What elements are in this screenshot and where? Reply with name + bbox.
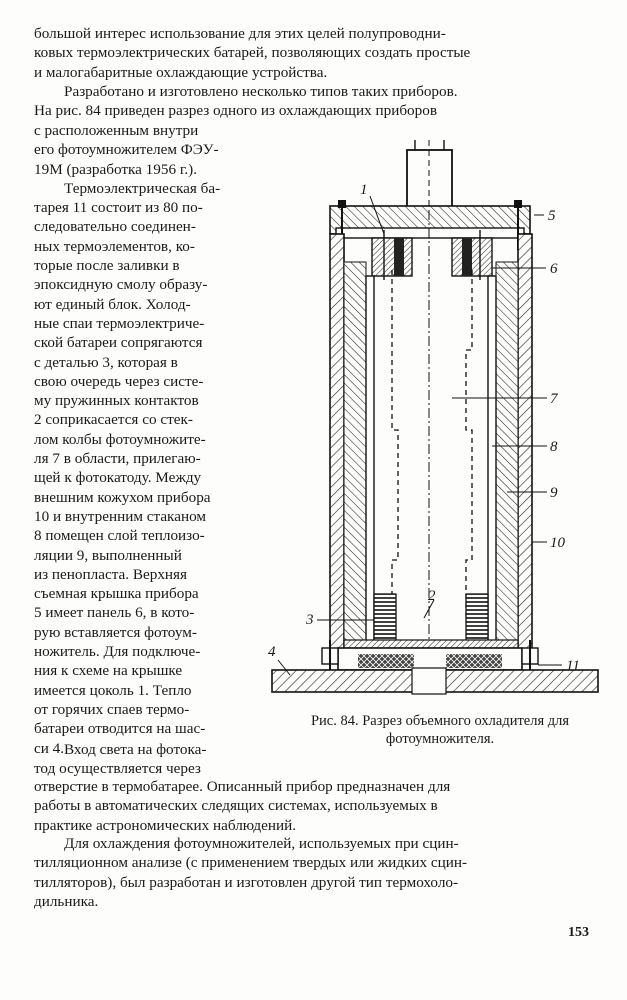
label-10: 10 [550, 535, 565, 551]
text-line: из пенопласта. Верхняя [34, 565, 188, 583]
text-line: батареи отводится на шас- [34, 720, 206, 738]
cooler-diagram [262, 140, 602, 710]
text-line: дильника. [34, 892, 99, 910]
text-line: следовательно соединен- [34, 218, 196, 236]
label-7: 7 [550, 391, 558, 407]
text-line: Термоэлектрическая ба- [64, 179, 221, 197]
text-line: его фотоумножителем ФЭУ- [34, 141, 219, 159]
label-1: 1 [360, 182, 368, 198]
label-11: 11 [566, 658, 580, 674]
text-line: отверстие в термобатарее. Описанный прибор предназначен для [34, 778, 451, 795]
caption-line: фотоумножителя. [385, 731, 495, 747]
text-line: свою очередь через систе- [34, 372, 204, 390]
text-line: от горячих спаев термо- [34, 700, 190, 718]
text-line: съемная крышка прибора [34, 585, 199, 603]
text-line: и малогабаритные охлаждающие устройства. [34, 63, 328, 81]
text-line: 2 соприкасается со стек- [34, 411, 193, 429]
paragraph-left-column [34, 121, 276, 758]
text-line: му пружинных контактов [34, 392, 199, 410]
text-line: си 4. [34, 739, 65, 757]
label-4: 4 [268, 644, 276, 660]
label-8: 8 [550, 439, 558, 455]
text-line: ния к схеме на крышке [34, 662, 183, 680]
label-3: 3 [306, 612, 314, 628]
label-2: 2 [428, 588, 436, 604]
label-5: 5 [548, 208, 556, 224]
text-line: ковых термоэлектрических батарей, позволяющих создать простые [34, 44, 471, 62]
paragraph-continuation [34, 24, 594, 82]
text-line: ножитель. Для подключе- [34, 643, 201, 661]
chassis-plate [272, 668, 598, 694]
text-line: с расположенным внутри [34, 122, 199, 139]
text-line: На рис. 84 приведен разрез одного из охлаждающих приборов [34, 102, 438, 120]
text-line: Разработано и изготовлено несколько типов таких приборов. [64, 83, 458, 100]
text-line: тилляционном анализе (с применением твердых или жидких сцин- [34, 854, 468, 872]
text-line: ляции 9, выполненный [34, 546, 182, 564]
text-line: тилляторов), был разработан и изготовлен другой тип термохоло- [34, 873, 459, 891]
text-line: ской батареи сопрягаются [34, 334, 203, 352]
paragraph-intro [34, 82, 594, 121]
text-line: большой интерес использование для этих целей полупроводни- [34, 25, 446, 42]
text-line: ют единый блок. Холод- [34, 295, 191, 313]
text-line: 8 помещен слой теплоизо- [34, 527, 205, 545]
text-line: с деталью 3, которая в [34, 353, 178, 371]
text-line: внешним кожухом прибора [34, 488, 211, 506]
socket-part [407, 140, 452, 208]
paragraph-final [34, 834, 594, 911]
text-line: 19М (разработка 1956 г.). [34, 160, 197, 178]
text-line: рую вставляется фотоум- [34, 623, 197, 641]
text-line: ных термоэлементов, ко- [34, 237, 195, 255]
text-line: лом колбы фотоумножите- [34, 430, 206, 448]
text-line: имеется цоколь 1. Тепло [34, 681, 192, 699]
paragraph-light-entry [34, 740, 276, 779]
text-line: Для охлаждения фотоумножителей, используемых при сцин- [64, 835, 459, 852]
label-6: 6 [550, 261, 558, 277]
label-9: 9 [550, 485, 558, 501]
text-line: щей к фотокатоду. Между [34, 469, 202, 487]
figure-caption [280, 712, 600, 748]
text-line: тарея 11 состоит из 80 по- [34, 199, 203, 217]
caption-line: Рис. 84. Разрез объемного охладителя для [310, 713, 570, 729]
text-line: ные спаи термоэлектриче- [34, 314, 205, 332]
page-number: 153 [568, 925, 589, 940]
text-line: тод осуществляется через [34, 760, 201, 778]
text-line: эпоксидную смолу образу- [34, 276, 208, 294]
text-line: Вход света на фотока- [64, 741, 207, 758]
text-line: торые после заливки в [34, 257, 180, 275]
text-line: ля 7 в области, прилегаю- [34, 450, 201, 468]
paragraph-full-width [34, 777, 594, 835]
text-line: практике астрономических наблюдений. [34, 816, 297, 834]
figure-cooler-cross-section [262, 140, 602, 710]
text-line: 5 имеет панель 6, в кото- [34, 604, 195, 622]
top-cover-part [330, 200, 530, 250]
text-line: работы в автоматических следящих системах, используемых в [34, 797, 438, 815]
text-line: 10 и внутренним стаканом [34, 507, 206, 525]
